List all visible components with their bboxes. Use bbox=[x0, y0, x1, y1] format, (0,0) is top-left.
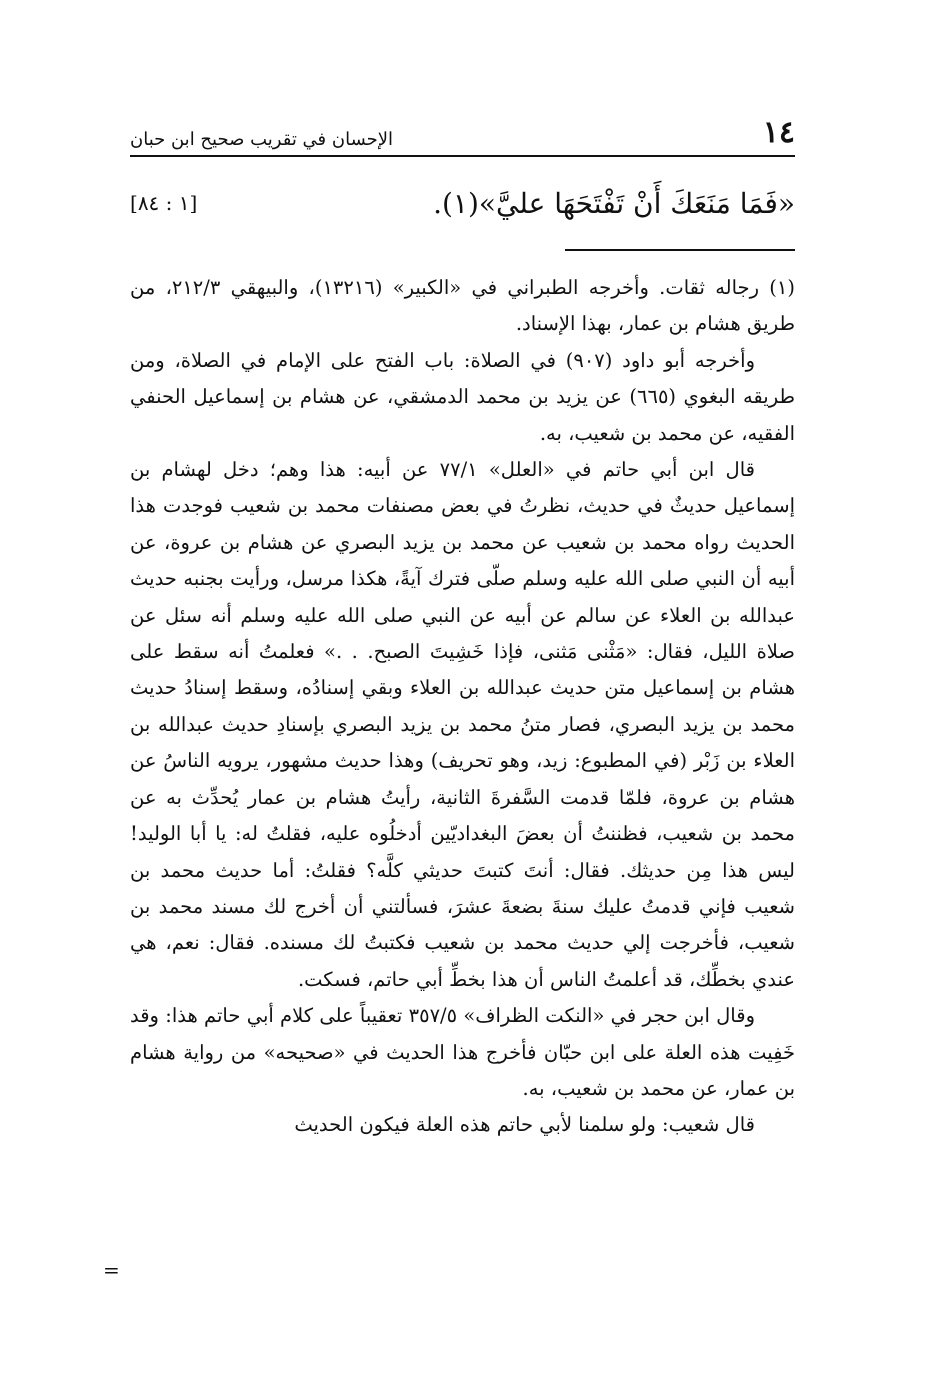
page-number: ١٤ bbox=[762, 115, 795, 150]
header-rule bbox=[130, 155, 795, 157]
main-text bbox=[130, 178, 795, 228]
footnote-paragraph: قال ابن أبي حاتم في «العلل» ٧٧/١ عن أبيه: هذا وهم؛ دخل لهشام بن إسماعيل حديثٌ في حديث، نظرتُ في بعض مصنفات محمد بن شعيب فوجدت هذا الحديث رواه محمد بن شعيب عن محمد بن يزيد البصري عن هشام بن عروة، عن أبيه أن النبي صلى الله عليه وسلم صلّى فترك آيةً، هكذا مرسل، ورأيت بجنبه حديث عبدالله بن العلاء عن سالم عن أبيه عن النبي صلى الله عليه وسلم أنه سئل عن صلاة الليل، فقال: «مَثْنى مَثنى، فإذا خَشِيتَ الصبح. . .» فعلمتُ أنه سقط على هشام بن إسماعيل متن حديث عبدالله بن العلاء وبقي إسنادُه، وسقط إسنادُ حديث محمد بن يزيد البصري، فصار متنُ محمد بن يزيد البصري بإسنادِ حديث عبدالله بن العلاء بن زَبْر (في المطبوع: زيد، وهو تحريف) وهذا حديث مشهور، يرويه الناسُ عن هشام بن عروة، فلمّا قدمت السَّفرةَ الثانية، رأيتُ هشام بن عمار يُحدِّث به عن محمد بن شعيب، فظننتُ أن بعضَ البغداديّين أدخلُوه عليه، فقلتُ له: يا أبا الوليد! ليس هذا مِن حديثك. فقال: أنتَ كتبتَ حديثي كلَّه؟ فقلتُ: أما حديث محمد بن شعيب فإني قدمتُ عليك سنةَ بضعةَ عشرَ، فسألتني أن أخرج لك مسند محمد بن شعيب، فأخرجت إلي حديث محمد بن شعيب فكتبتُ لك مسنده. فقال: نعم، هي عندي بخطِّك، قد أعلمتُ الناس أن هذا بخطِّ أبي حاتم، فسكت. bbox=[130, 458, 795, 991]
continuation-mark: = bbox=[103, 1258, 120, 1282]
page-header bbox=[130, 110, 795, 150]
footnote-paragraph: وأخرجه أبو داود (٩٠٧) في الصلاة: باب الفتح على الإمام في الصلاة، ومن طريقه البغوي (٦٦٥) عن يزيد بن محمد الدمشقي، عن هشام بن إسماعيل الحنفي الفقيه، عن محمد بن شعيب، به. bbox=[130, 348, 795, 445]
footnote-paragraph: قال شعيب: ولو سلمنا لأبي حاتم هذه العلة فيكون الحديث bbox=[294, 1113, 755, 1137]
hadith-reference: [١ : ٨٤] bbox=[130, 191, 198, 215]
book-title: الإحسان في تقريب صحيح ابن حبان bbox=[130, 129, 394, 150]
footnote-paragraph: (١) رجاله ثقات. وأخرجه الطبراني في «الكبير» (١٣٢١٦)، والبيهقي ٢١٢/٣، من طريق هشام بن عمار، بهذا الإسناد. bbox=[130, 276, 795, 336]
footnote-paragraph: وقال ابن حجر في «النكت الظراف» ٣٥٧/٥ تعقيباً على كلام أبي حاتم هذا: وقد خَفِيت هذه العلة على ابن حبّان فأخرج هذا الحديث في «صحيحه» من رواية هشام بن عمار، عن محمد بن شعيب، به. bbox=[130, 1004, 795, 1100]
hadith-quote: «فَمَا مَنَعَكَ أَنْ تَفْتَحَهَا عليَّ»(١). bbox=[433, 186, 795, 220]
footnote-separator bbox=[565, 249, 795, 251]
footnotes bbox=[130, 270, 795, 1144]
